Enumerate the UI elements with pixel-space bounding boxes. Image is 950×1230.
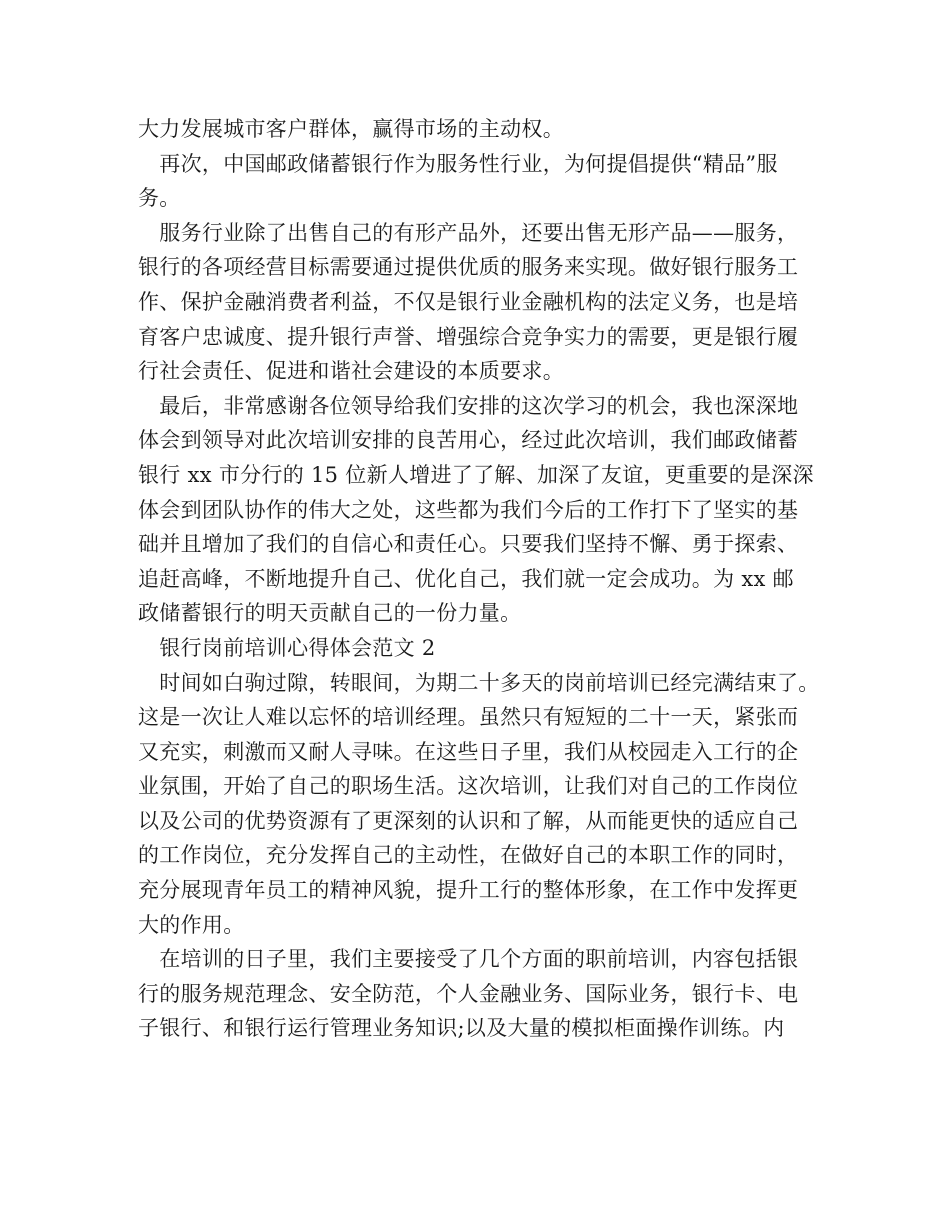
text-line: 政储蓄银行的明天贡献自己的一份力量。 <box>138 601 522 626</box>
text-line: 体会到领导对此次培训安排的良苦用心，经过此次培训，我们邮政储蓄 <box>138 428 799 453</box>
text-line: 以及公司的优势资源有了更深刻的认识和了解，从而能更快的适应自己 <box>138 808 799 833</box>
text-line: 育客户忠诚度、提升银行声誉、增强综合竞争实力的需要，更是银行履 <box>138 324 799 349</box>
text-line: 行社会责任、促进和谐社会建设的本质要求。 <box>138 359 564 384</box>
text-line: 在培训的日子里，我们主要接受了几个方面的职前培训，内容包括银 <box>138 947 799 972</box>
text-line: 再次，中国邮政储蓄银行作为服务性行业，为何提倡提供“精品”服 <box>138 151 778 176</box>
text-line: 的工作岗位，充分发挥自己的主动性，在做好自己的本职工作的同时， <box>138 843 799 868</box>
text-line: 这是一次让人难以忘怀的培训经理。虽然只有短短的二十一天，紧张而 <box>138 705 799 730</box>
text-line: 业氛围，开始了自己的职场生活。这次培训，让我们对自己的工作岗位 <box>138 774 799 799</box>
text-line: 银行 xx 市分行的 15 位新人增进了了解、加深了友谊，更重要的是深深 <box>138 462 814 487</box>
text-line: 行的服务规范理念、安全防范，个人金融业务、国际业务，银行卡、电 <box>138 981 799 1006</box>
text-line: 服务行业除了出售自己的有形产品外，还要出售无形产品——服务， <box>138 220 799 245</box>
section-heading: 银行岗前培训心得体会范文 2 <box>138 635 436 660</box>
text-line: 银行的各项经营目标需要通过提供优质的服务来实现。做好银行服务工 <box>138 255 799 280</box>
text-line: 础并且增加了我们的自信心和责任心。只要我们坚持不懈、勇于探索、 <box>138 532 799 557</box>
text-line: 体会到团队协作的伟大之处，这些都为我们今后的工作打下了坚实的基 <box>138 497 799 522</box>
text-line: 子银行、和银行运行管理业务知识;以及大量的模拟柜面操作训练。内 <box>138 1016 785 1041</box>
text-line: 务。 <box>138 186 181 211</box>
document-body <box>138 112 828 1046</box>
text-line: 大力发展城市客户群体，赢得市场的主动权。 <box>138 117 564 141</box>
text-line: 追赶高峰，不断地提升自己、优化自己，我们就一定会成功。为 xx 邮 <box>138 566 794 591</box>
text-line: 又充实，刺激而又耐人寻味。在这些日子里，我们从校园走入工行的企 <box>138 739 799 764</box>
text-line: 充分展现青年员工的精神风貌，提升工行的整体形象，在工作中发挥更 <box>138 878 799 903</box>
text-line: 时间如白驹过隙，转眼间，为期二十多天的岗前培训已经完满结束了。 <box>138 670 820 695</box>
text-line: 大的作用。 <box>138 912 245 937</box>
text-line: 最后，非常感谢各位领导给我们安排的这次学习的机会，我也深深地 <box>138 393 799 418</box>
text-line: 作、保护金融消费者利益，不仅是银行业金融机构的法定义务，也是培 <box>138 289 799 314</box>
